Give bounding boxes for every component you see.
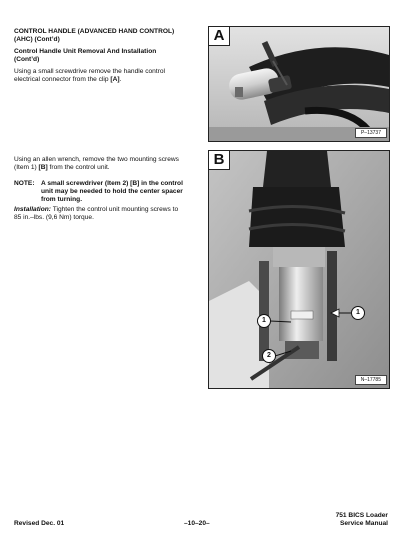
- figure-b-photo: [208, 150, 390, 389]
- step-2-line1: Using an allen wrench, remove the two mounting screws: [14, 156, 179, 163]
- footer-model-manual: [336, 512, 388, 528]
- note-label: NOTE:: [14, 180, 35, 187]
- figure-b-code: N–17785: [355, 375, 387, 385]
- note-line3: from turning.: [41, 196, 83, 203]
- section-subheading-line1: Control Handle Unit Removal And Installation: [14, 48, 157, 55]
- step-1-line1: Using a small screwdrive remove the handle control: [14, 68, 165, 75]
- step-2-text: [14, 156, 179, 172]
- footer-revised-date: Revised Dec. 01: [14, 520, 65, 527]
- section-heading-line2: (AHC) (Cont’d): [14, 36, 60, 43]
- step-1-text: [14, 68, 165, 84]
- installation-label: Installation:: [14, 206, 51, 213]
- callout-1-right: 1: [351, 306, 365, 320]
- figure-a-label: A: [209, 27, 230, 46]
- step-2-line2: (Item 1) [B] from the control unit.: [14, 164, 110, 171]
- installation-text: [14, 206, 178, 222]
- installation-line1: Installation: Tighten the control unit mounting screws to: [14, 206, 179, 213]
- section-heading-line1: CONTROL HANDLE (ADVANCED HAND CONTROL): [14, 28, 175, 35]
- footer-manual: Service Manual: [339, 520, 388, 527]
- figure-ref-a: [A]: [110, 76, 120, 83]
- section-heading: [14, 28, 174, 44]
- section-subheading: [14, 48, 156, 64]
- installation-line2: 85 in.–lbs. (9,6 Nm) torque.: [14, 214, 94, 221]
- figure-a-photo: [208, 26, 390, 142]
- note-line1: A small screwdriver (Item 2) [B] in the control: [41, 180, 183, 187]
- figure-ref-b: [B]: [38, 164, 48, 171]
- footer-page-number: –10–20–: [184, 520, 210, 527]
- figure-b-label: B: [209, 151, 230, 170]
- figure-a-illustration: [209, 27, 389, 141]
- figure-a-code: P–13737: [355, 128, 387, 138]
- footer-model: 751 BICS Loader: [335, 512, 388, 519]
- callout-2: 2: [262, 349, 276, 363]
- step-1-line2: electrical connector from the clip [A].: [14, 76, 122, 83]
- note-line2: unit may be needed to hold the center spacer: [41, 188, 183, 195]
- figure-b-illustration: [209, 151, 389, 388]
- callout-1-left: 1: [257, 314, 271, 328]
- section-subheading-line2: (Cont’d): [14, 56, 40, 63]
